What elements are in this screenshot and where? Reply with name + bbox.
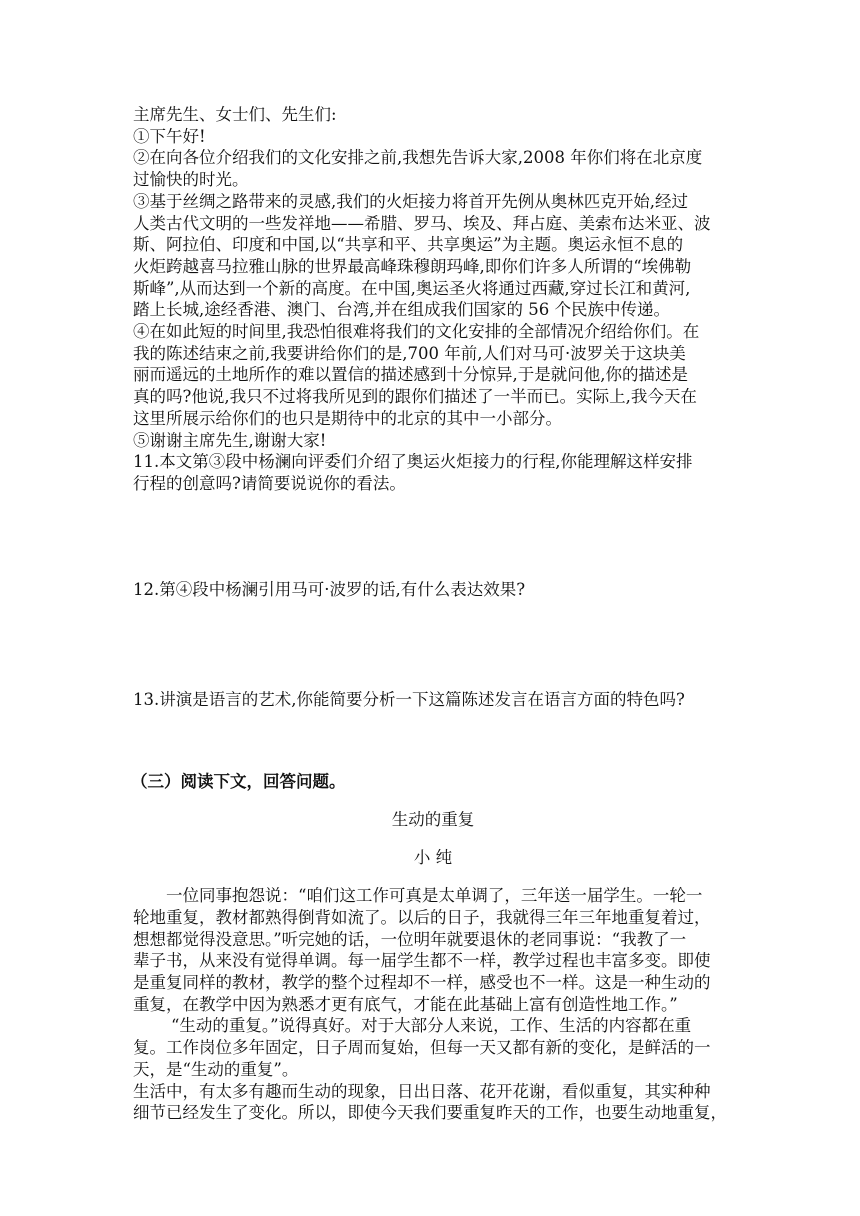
article-paragraph-1-line: 辈子书，从来没有觉得单调。每一届学生都不一样，教学过程也丰富多变。即使: [133, 951, 711, 971]
speech-paragraph-2-line: ②在向各位介绍我们的文化安排之前,我想先告诉大家,2008 年你们将在北京度: [133, 148, 703, 168]
speech-paragraph-1: ①下午好!: [133, 126, 206, 146]
speech-paragraph-3-line: 斯、阿拉伯、印度和中国,以“共享和平、共享奥运”为主题。奥运永恒不息的: [133, 235, 684, 255]
answer-space-12: [133, 600, 733, 689]
article-paragraph-1-line: 重复，在教学中因为熟悉才更有底气，才能在此基础上富有创造性地工作。”: [133, 994, 678, 1014]
speech-paragraph-4-line: ④在如此短的时间里,我恐怕很难将我们的文化安排的全部情况介绍给你们。在: [133, 322, 700, 342]
speech-paragraph-3-line: 人类古代文明的一些发祥地——希腊、罗马、埃及、拜占庭、美索布达米亚、波: [133, 213, 711, 233]
speech-paragraph-4-line: 真的吗?他说,我只不过将我所见到的跟你们描述了一半而已。实际上,我今天在: [133, 387, 697, 407]
article-author: 小 纯: [413, 847, 453, 867]
speech-paragraph-3-line: 斯峰”,从而达到一个新的高度。在中国,奥运圣火将通过西藏,穿过长江和黄河,: [133, 278, 691, 298]
article-paragraph-2-line: 复。工作岗位多年固定，日子周而复始，但每一天又都有新的变化，是鲜活的一: [133, 1038, 711, 1058]
article-paragraph-1-line: 轮地重复，教材都熟得倒背如流了。以后的日子，我就得三年三年地重复着过，: [133, 907, 711, 927]
section-3-heading: （三）阅读下文，回答问题。: [131, 771, 346, 791]
speech-greeting: 主席先生、女士们、先生们:: [133, 105, 337, 124]
answer-space-11: [133, 495, 733, 579]
speech-paragraph-4-line: 丽而遥远的土地所作的难以置信的描述感到十分惊异,于是就问他,你的描述是: [133, 365, 688, 385]
speech-paragraph-3-line: 火炬跨越喜马拉雅山脉的世界最高峰珠穆朗玛峰,即你们许多人所谓的“埃佛勒: [133, 256, 692, 276]
article-paragraph-1-line: 想想都觉得没意思。”听完她的话，一位明年就要退休的老同事说：“我教了一: [133, 929, 687, 949]
article-paragraph-2-line: 天，是“生动的重复”。: [133, 1059, 299, 1079]
speech-paragraph-4-line: 这里所展示给你们的也只是期待中的北京的其中一小部分。: [133, 408, 562, 428]
speech-paragraph-2-line: 过愉快的时光。: [133, 170, 249, 190]
article-title: 生动的重复: [391, 809, 475, 829]
answer-space-13: [133, 711, 733, 754]
question-13: 13.讲演是语言的艺术,你能简要分析一下这篇陈述发言在语言方面的特色吗?: [133, 690, 685, 710]
speech-paragraph-3-line: 踏上长城,途经香港、澳门、台湾,并在组成我们国家的 56 个民族中传递。: [133, 300, 670, 320]
article-paragraph-3-line: 生活中，有太多有趣而生动的现象，日出日落、花开花谢，看似重复，其实种种: [133, 1081, 711, 1101]
article-paragraph-3-line: 细节已经发生了变化。所以，即使今天我们要重复昨天的工作，也要生动地重复，: [133, 1103, 727, 1123]
question-11-line: 行程的创意吗?请简要说说你的看法。: [133, 473, 406, 493]
question-12: 12.第④段中杨澜引用马可·波罗的话,有什么表达效果?: [133, 579, 526, 599]
speech-paragraph-4-line: 我的陈述结束之前,我要讲给你们的是,700 年前,人们对马可·波罗关于这块美: [133, 343, 686, 363]
document-page: [133, 104, 733, 1124]
speech-paragraph-5: ⑤谢谢主席先生,谢谢大家!: [133, 430, 327, 450]
article-paragraph-2-line: “生动的重复。”说得真好。对于大部分人来说，工作、生活的内容都在重: [171, 1016, 692, 1036]
article-paragraph-1-line: 是重复同样的教材，教学的整个过程却不一样，感受也不一样。这是一种生动的: [133, 972, 711, 992]
speech-paragraph-3-line: ③基于丝绸之路带来的灵感,我们的火炬接力将首开先例从奥林匹克开始,经过: [133, 191, 688, 211]
article-paragraph-1-line: 一位同事抱怨说：“咱们这工作可真是太单调了，三年送一届学生。一轮一: [166, 886, 703, 906]
question-11-line: 11.本文第③段中杨澜向评委们介绍了奥运火炬接力的行程,你能理解这样安排: [133, 452, 693, 472]
